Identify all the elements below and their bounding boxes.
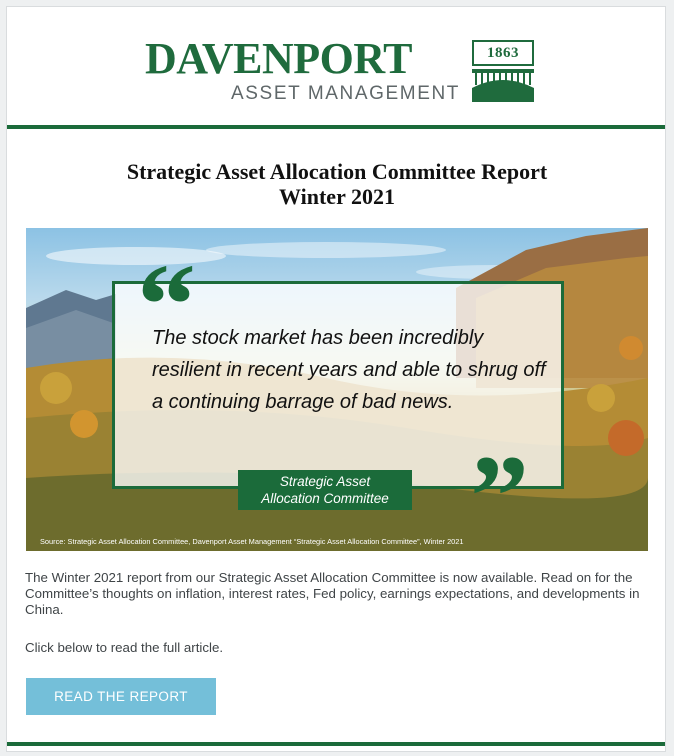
- image-source-caption: Source: Strategic Asset Allocation Committee, Davenport Asset Management “Strategic Asset Allocation Committee”, Winter 2021: [40, 537, 464, 546]
- badge-line2: Allocation Committee: [261, 491, 389, 506]
- seal-year: 1863: [472, 40, 534, 66]
- report-title-line2: Winter 2021: [279, 184, 395, 209]
- report-title-line1: Strategic Asset Allocation Committee Report: [126, 159, 548, 184]
- email-card: [6, 6, 666, 752]
- logo-subtitle: ASSET MANAGEMENT: [231, 83, 461, 104]
- click-below-text: Click below to read the full article.: [25, 640, 224, 655]
- davenport-logo[interactable]: [145, 34, 545, 109]
- badge-line1: Strategic Asset: [279, 474, 371, 489]
- intro-paragraph: The Winter 2021 report from our Strategic Asset Allocation Committee is now available. Read on for the Committee’s thoughts on inflation, interest rates, Fed policy, earnings expectations, and developments in China.: [25, 570, 640, 617]
- open-quote-icon: “: [137, 239, 196, 370]
- hero-quote-image[interactable]: [26, 228, 648, 551]
- header-divider: [7, 125, 666, 129]
- footer-divider: [7, 742, 666, 746]
- committee-badge: [238, 470, 412, 510]
- close-quote-icon: ”: [470, 431, 529, 551]
- quote-text: The stock market has been incredibly resilient in recent years and able to shrug off a continuing barrage of bad news.: [152, 327, 546, 413]
- read-the-report-button[interactable]: READ THE REPORT: [26, 678, 216, 715]
- report-title: [7, 159, 666, 209]
- bridge-seal-icon: [472, 40, 534, 102]
- logo-brand-name: DAVENPORT: [145, 34, 412, 83]
